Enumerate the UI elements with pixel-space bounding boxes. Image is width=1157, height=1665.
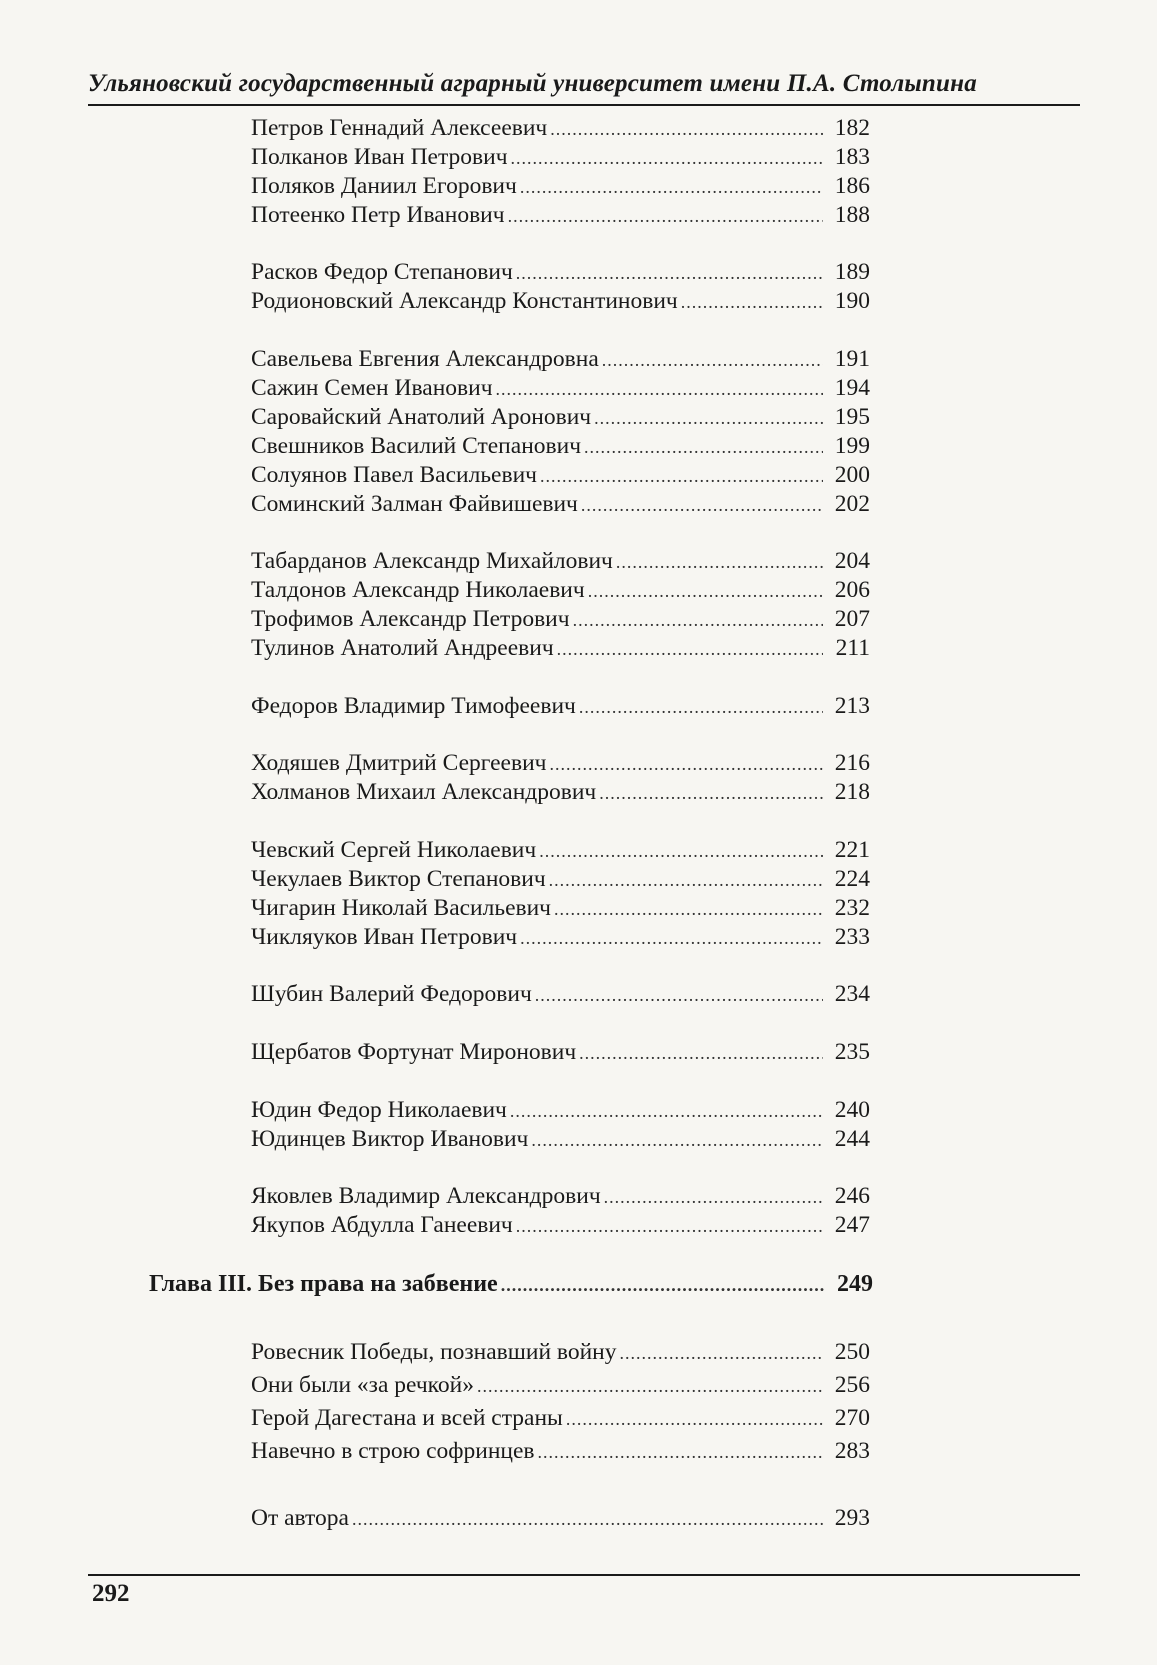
dot-leader — [549, 866, 823, 894]
entry-page-number: 250 — [834, 1339, 870, 1365]
toc-entry — [251, 1338, 870, 1366]
toc-entry — [251, 461, 870, 489]
dot-leader — [579, 1039, 823, 1067]
entry-page-number: 182 — [834, 115, 870, 141]
dot-leader — [557, 635, 823, 663]
entry-page-number: 204 — [834, 548, 870, 574]
dot-leader — [549, 750, 823, 778]
entry-title: Сажин Семен Иванович — [251, 375, 493, 401]
dot-leader — [540, 462, 823, 490]
toc-entry — [251, 923, 870, 951]
dot-leader — [501, 1271, 826, 1299]
entry-title: Чевский Сергей Николаевич — [251, 837, 537, 863]
entry-title: Навечно в строю софринцев — [251, 1438, 535, 1464]
entry-page-number: 293 — [834, 1505, 870, 1531]
chapter-heading — [149, 1270, 873, 1298]
entry-page-number: 188 — [834, 202, 870, 228]
entry-page-number: 240 — [834, 1097, 870, 1123]
entry-title: Трофимов Александр Петрович — [251, 606, 570, 632]
entry-page-number: 216 — [834, 750, 870, 776]
dot-leader — [535, 981, 823, 1009]
toc-entry — [251, 374, 870, 402]
entry-page-number: 232 — [834, 895, 870, 921]
entry-title: Полканов Иван Петрович — [251, 144, 508, 170]
toc-entry — [251, 1182, 870, 1210]
toc-entry — [251, 836, 870, 864]
dot-leader — [599, 779, 823, 807]
toc-entry — [251, 1371, 870, 1399]
toc-entry — [251, 865, 870, 893]
dot-leader — [539, 837, 823, 865]
entry-title: Свешников Василий Степанович — [251, 433, 582, 459]
toc-entry — [251, 576, 870, 604]
toc-entry — [251, 403, 870, 431]
page-number: 292 — [92, 1580, 130, 1607]
entry-page-number: 283 — [834, 1438, 870, 1464]
toc-entry — [251, 143, 870, 171]
entry-title: Поляков Даниил Егорович — [251, 173, 517, 199]
toc-entry — [251, 1038, 870, 1066]
entry-page-number: 246 — [834, 1183, 870, 1209]
dot-leader — [584, 433, 823, 461]
dot-leader — [550, 115, 823, 143]
entry-title: Савельева Евгения Александровна — [251, 346, 599, 372]
dot-leader — [581, 491, 823, 519]
running-header: Ульяновский государственный аграрный университет имени П.А. Столыпина — [88, 70, 977, 97]
entry-title: Ходяшев Дмитрий Сергеевич — [251, 750, 547, 776]
entry-page-number: 224 — [834, 866, 870, 892]
toc-entry — [251, 172, 870, 200]
entry-page-number: 206 — [834, 577, 870, 603]
dot-leader — [520, 924, 823, 952]
entry-title: Расков Федор Степанович — [251, 259, 513, 285]
dot-leader — [496, 375, 823, 403]
entry-page-number: 202 — [834, 491, 870, 517]
entry-page-number: 186 — [834, 173, 870, 199]
entry-page-number: 221 — [834, 837, 870, 863]
toc-entry — [251, 490, 870, 518]
toc-entry — [251, 1437, 870, 1465]
entry-page-number: 213 — [834, 693, 870, 719]
entry-page-number: 194 — [834, 375, 870, 401]
entry-title: Табарданов Александр Михайлович — [251, 548, 613, 574]
toc-entry — [251, 778, 870, 806]
entry-page-number: 183 — [834, 144, 870, 170]
entry-page-number: 234 — [834, 981, 870, 1007]
footer-rule — [88, 1574, 1080, 1576]
toc-entry — [251, 1404, 870, 1432]
dot-leader — [554, 895, 823, 923]
entry-title: Соминский Залман Файвишевич — [251, 491, 578, 517]
entry-title: Юдин Федор Николаевич — [251, 1097, 507, 1123]
entry-title: Юдинцев Виктор Иванович — [251, 1126, 529, 1152]
toc-entry — [251, 114, 870, 142]
toc-entry — [251, 692, 870, 720]
dot-leader — [573, 606, 823, 634]
dot-leader — [520, 173, 823, 201]
entry-page-number: 191 — [834, 346, 870, 372]
dot-leader — [602, 346, 823, 374]
toc-entry-afterword — [251, 1504, 870, 1532]
entry-title: Якупов Абдулла Ганеевич — [251, 1212, 513, 1238]
dot-leader — [511, 144, 823, 172]
entry-page-number: 211 — [835, 635, 870, 661]
entry-page-number: 200 — [834, 462, 870, 488]
toc-entry — [251, 287, 870, 315]
entry-title: Яковлев Владимир Александрович — [251, 1183, 601, 1209]
toc-entry — [251, 634, 870, 662]
toc-entry — [251, 345, 870, 373]
entry-page-number: 207 — [834, 606, 870, 632]
entry-title: Тулинов Анатолий Андреевич — [251, 635, 554, 661]
dot-leader — [510, 1097, 823, 1125]
toc-entry — [251, 1125, 870, 1153]
entry-title: Солуянов Павел Васильевич — [251, 462, 537, 488]
toc-entry — [251, 201, 870, 229]
dot-leader — [594, 404, 823, 432]
entry-title: Герой Дагестана и всей страны — [251, 1405, 563, 1431]
entry-page-number: 247 — [834, 1212, 870, 1238]
toc-entry — [251, 980, 870, 1008]
entry-title: Петров Геннадий Алексеевич — [251, 115, 548, 141]
entry-title: Родионовский Александр Константинович — [251, 288, 678, 314]
entry-page-number: 256 — [834, 1372, 870, 1398]
dot-leader — [477, 1372, 823, 1400]
dot-leader — [538, 1438, 823, 1466]
dot-leader — [516, 259, 823, 287]
entry-title: Глава III. Без права на забвение — [149, 1271, 498, 1297]
header-rule — [88, 104, 1080, 106]
entry-page-number: 249 — [837, 1271, 873, 1297]
toc-entry — [251, 258, 870, 286]
entry-title: Чигарин Николай Васильевич — [251, 895, 551, 921]
dot-leader — [604, 1183, 823, 1211]
entry-page-number: 218 — [834, 779, 870, 805]
entry-title: Чикляуков Иван Петрович — [251, 924, 518, 950]
dot-leader — [516, 1212, 823, 1240]
dot-leader — [620, 1339, 824, 1367]
entry-page-number: 244 — [834, 1126, 870, 1152]
dot-leader — [681, 288, 823, 316]
entry-title: Холманов Михаил Александрович — [251, 779, 597, 805]
toc-entry — [251, 547, 870, 575]
entry-title: Талдонов Александр Николаевич — [251, 577, 585, 603]
dot-leader — [579, 693, 823, 721]
entry-title: От автора — [251, 1505, 349, 1531]
toc-entry — [251, 749, 870, 777]
toc-entry — [251, 1211, 870, 1239]
toc-entry — [251, 1096, 870, 1124]
entry-page-number: 270 — [834, 1405, 870, 1431]
entry-title: Саровайский Анатолий Аронович — [251, 404, 592, 430]
dot-leader — [616, 548, 823, 576]
dot-leader — [352, 1505, 823, 1533]
entry-title: Ровесник Победы, познавший войну — [251, 1339, 617, 1365]
toc-entry — [251, 894, 870, 922]
entry-title: Они были «за речкой» — [251, 1372, 474, 1398]
entry-title: Федоров Владимир Тимофеевич — [251, 693, 576, 719]
toc-entry — [251, 432, 870, 460]
entry-title: Шубин Валерий Федорович — [251, 981, 532, 1007]
entry-title: Чекулаев Виктор Степанович — [251, 866, 546, 892]
toc-entry — [251, 605, 870, 633]
entry-page-number: 195 — [834, 404, 870, 430]
entry-page-number: 199 — [834, 433, 870, 459]
dot-leader — [588, 577, 823, 605]
entry-page-number: 190 — [834, 288, 870, 314]
entry-title: Щербатов Фортунат Миронович — [251, 1039, 577, 1065]
dot-leader — [566, 1405, 823, 1433]
entry-page-number: 233 — [834, 924, 870, 950]
dot-leader — [531, 1126, 823, 1154]
dot-leader — [508, 202, 823, 230]
entry-page-number: 235 — [834, 1039, 870, 1065]
entry-title: Потеенко Петр Иванович — [251, 202, 505, 228]
entry-page-number: 189 — [834, 259, 870, 285]
